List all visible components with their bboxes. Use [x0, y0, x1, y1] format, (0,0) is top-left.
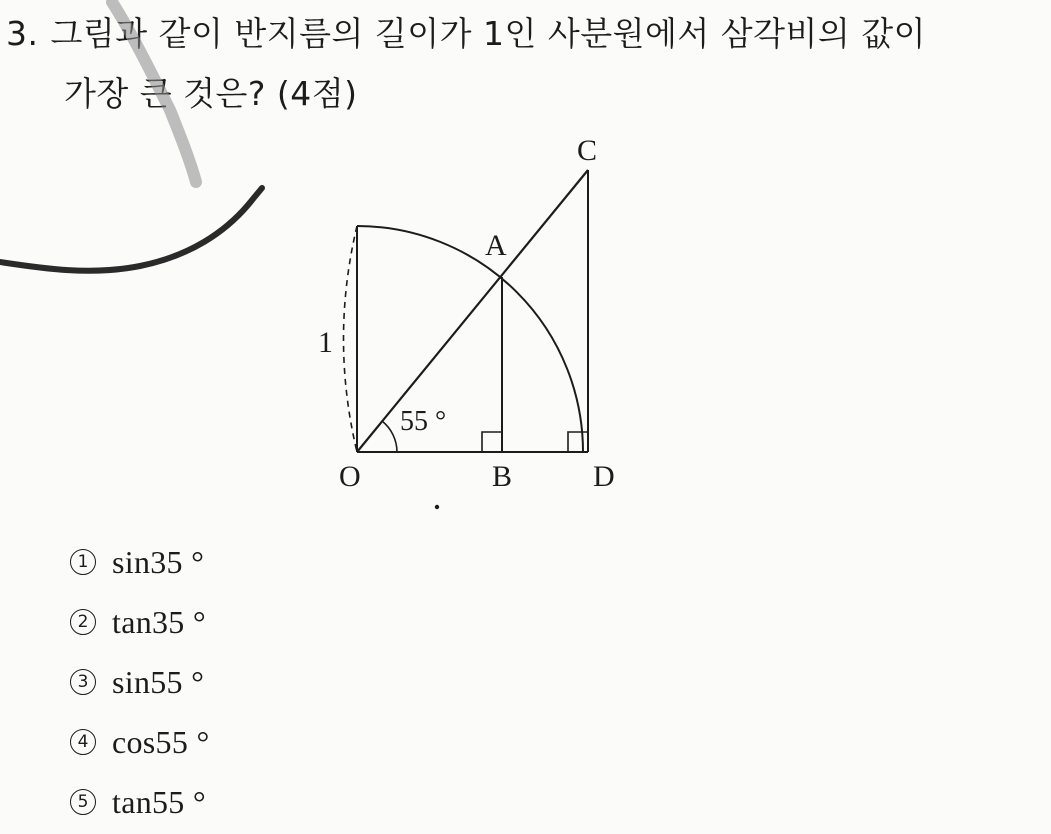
- choice-1[interactable]: [70, 532, 210, 592]
- choice-3[interactable]: [70, 652, 210, 712]
- question-number: 3.: [6, 14, 39, 53]
- radius-dashed-brace: [344, 226, 358, 452]
- choice-text-3: sin55 °: [112, 663, 205, 700]
- choice-number-3: 3: [70, 669, 96, 695]
- choice-number-5: 5: [70, 789, 96, 815]
- label-point-d: D: [593, 460, 615, 493]
- question-text-1: 그림과 같이 반지름의 길이가 1인 사분원에서 삼각비의 값이: [50, 14, 926, 53]
- choice-text-2: tan35 °: [112, 603, 206, 640]
- label-point-a: A: [485, 229, 507, 262]
- label-point-c: C: [577, 134, 598, 167]
- segment-oc: [357, 170, 588, 452]
- label-point-o: O: [339, 460, 361, 493]
- choice-text-1: sin35 °: [112, 543, 205, 580]
- choice-5[interactable]: [70, 772, 210, 832]
- right-angle-mark-b: [482, 432, 502, 452]
- choice-2[interactable]: [70, 592, 210, 652]
- choice-4[interactable]: [70, 712, 210, 772]
- label-radius-1: 1: [318, 326, 333, 359]
- right-angle-mark-d: [568, 432, 588, 452]
- quarter-arc: [357, 226, 583, 452]
- choice-number-1: 1: [70, 549, 96, 575]
- choice-number-2: 2: [70, 609, 96, 635]
- question-text-2: 가장 큰 것은? (4점): [64, 74, 358, 113]
- choice-number-4: 4: [70, 729, 96, 755]
- choice-text-4: cos55 °: [112, 723, 210, 760]
- label-point-b: B: [492, 460, 513, 493]
- speck-dot: [435, 505, 439, 509]
- angle-arc-o: [382, 421, 397, 452]
- choice-text-5: tan55 °: [112, 783, 206, 820]
- answer-choices: [70, 532, 210, 832]
- label-angle-55: 55 °: [400, 406, 447, 437]
